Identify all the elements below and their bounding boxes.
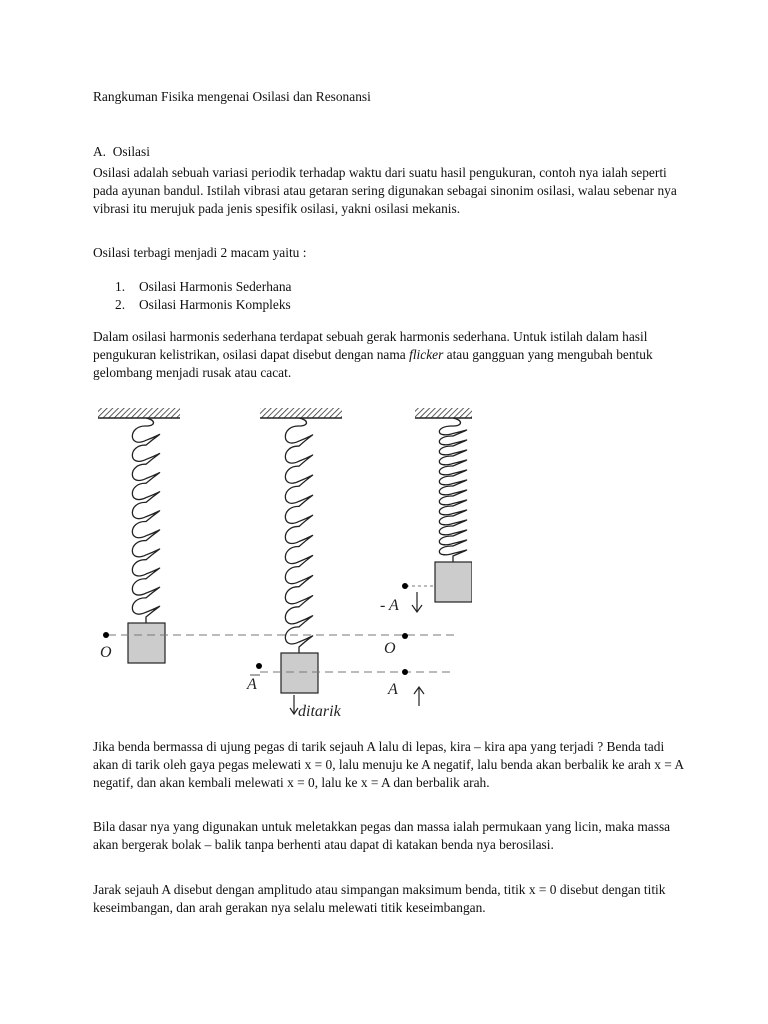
list-item bbox=[115, 296, 711, 314]
paragraph-simple-harmonic bbox=[93, 328, 689, 383]
list-number: 1. bbox=[115, 279, 126, 294]
section-title: Osilasi bbox=[112, 144, 150, 159]
flicker-term: flicker bbox=[409, 347, 444, 363]
paragraph-text: atau gangguan yang mengubah bentuk gelombang menjadi rusak atau cacat. bbox=[93, 347, 653, 381]
ceiling-right bbox=[415, 408, 472, 418]
label-o-right: O bbox=[384, 640, 396, 657]
arrow-up-icon bbox=[414, 687, 424, 706]
list-item bbox=[115, 278, 711, 296]
mass-block-left bbox=[128, 623, 165, 663]
spring-middle bbox=[285, 418, 312, 653]
section-heading bbox=[93, 143, 689, 161]
point-a-middle bbox=[256, 663, 262, 669]
spring-left bbox=[132, 418, 159, 623]
point-a-right bbox=[402, 669, 408, 675]
list-label: Osilasi Harmonis Kompleks bbox=[139, 297, 291, 313]
spring-right bbox=[439, 418, 466, 562]
point-o-left bbox=[103, 632, 109, 638]
page-title: Rangkuman Fisika mengenai Osilasi dan Resonansi bbox=[93, 89, 371, 104]
label-a-middle: A bbox=[247, 676, 257, 693]
label-minus-a: - A bbox=[380, 597, 399, 614]
paragraph-definition: Osilasi adalah sebuah variasi periodik terhadap waktu dari suatu hasil pengukuran, contoh nya ialah seperti pada ayunan bandul. Istilah vibrasi atau getaran sering digunakan sebagai sinonim osilasi, walau sebenar nya vibrasi itu merujuk pada jenis spesifik osilasi, yakni osilasi mekanis. bbox=[93, 165, 677, 217]
label-o-left: O bbox=[100, 644, 112, 661]
ceiling-left bbox=[98, 408, 180, 418]
arrow-down-pull-icon bbox=[290, 695, 298, 714]
mass-block-middle bbox=[281, 653, 318, 693]
paragraph-text: Dalam osilasi harmonis sederhana terdapat sebuah gerak harmonis sederhana. Untuk istilah dalam hasil pengukuran kelistrikan, osilasi dapat disebut dengan nama bbox=[93, 329, 648, 363]
oscillation-types-list bbox=[115, 278, 711, 314]
section-label: A. bbox=[93, 144, 107, 159]
spring-oscillation-diagram bbox=[92, 400, 472, 730]
list-label: Osilasi Harmonis Sederhana bbox=[139, 279, 292, 294]
mass-block-right bbox=[435, 562, 472, 602]
label-ditarik: ditarik bbox=[298, 703, 341, 720]
list-number: 2. bbox=[115, 297, 126, 313]
point-minus-a-right bbox=[402, 583, 408, 589]
paragraph-types-intro: Osilasi terbagi menjadi 2 macam yaitu : bbox=[93, 245, 307, 260]
paragraph-release-motion: Jika benda bermassa di ujung pegas di tarik sejauh A lalu di lepas, kira – kira apa yang terjadi ? Benda tadi akan di tarik oleh gaya pegas melewati x = 0, lalu menuju ke A negatif, lalu benda akan berbalik ke arah x = A negatif, dan akan kembali melewati x = 0, lalu ke x = A dan berbalik arah. bbox=[93, 739, 684, 791]
arrow-down-icon bbox=[412, 592, 422, 612]
paragraph-frictionless: Bila dasar nya yang digunakan untuk meletakkan pegas dan massa ialah permukaan yang licin, maka massa akan bergerak bolak – balik tanpa berhenti atau dapat di katakan benda nya berosilasi. bbox=[93, 819, 671, 853]
point-o-right bbox=[402, 633, 408, 639]
paragraph-amplitude: Jarak sejauh A disebut dengan amplitudo atau simpangan maksimum benda, titik x = 0 disebut dengan titik keseimbangan, dan arah gerakan nya selalu melewati titik keseimbangan. bbox=[93, 882, 666, 916]
ceiling-middle bbox=[260, 408, 342, 418]
label-a-right: A bbox=[388, 681, 398, 698]
